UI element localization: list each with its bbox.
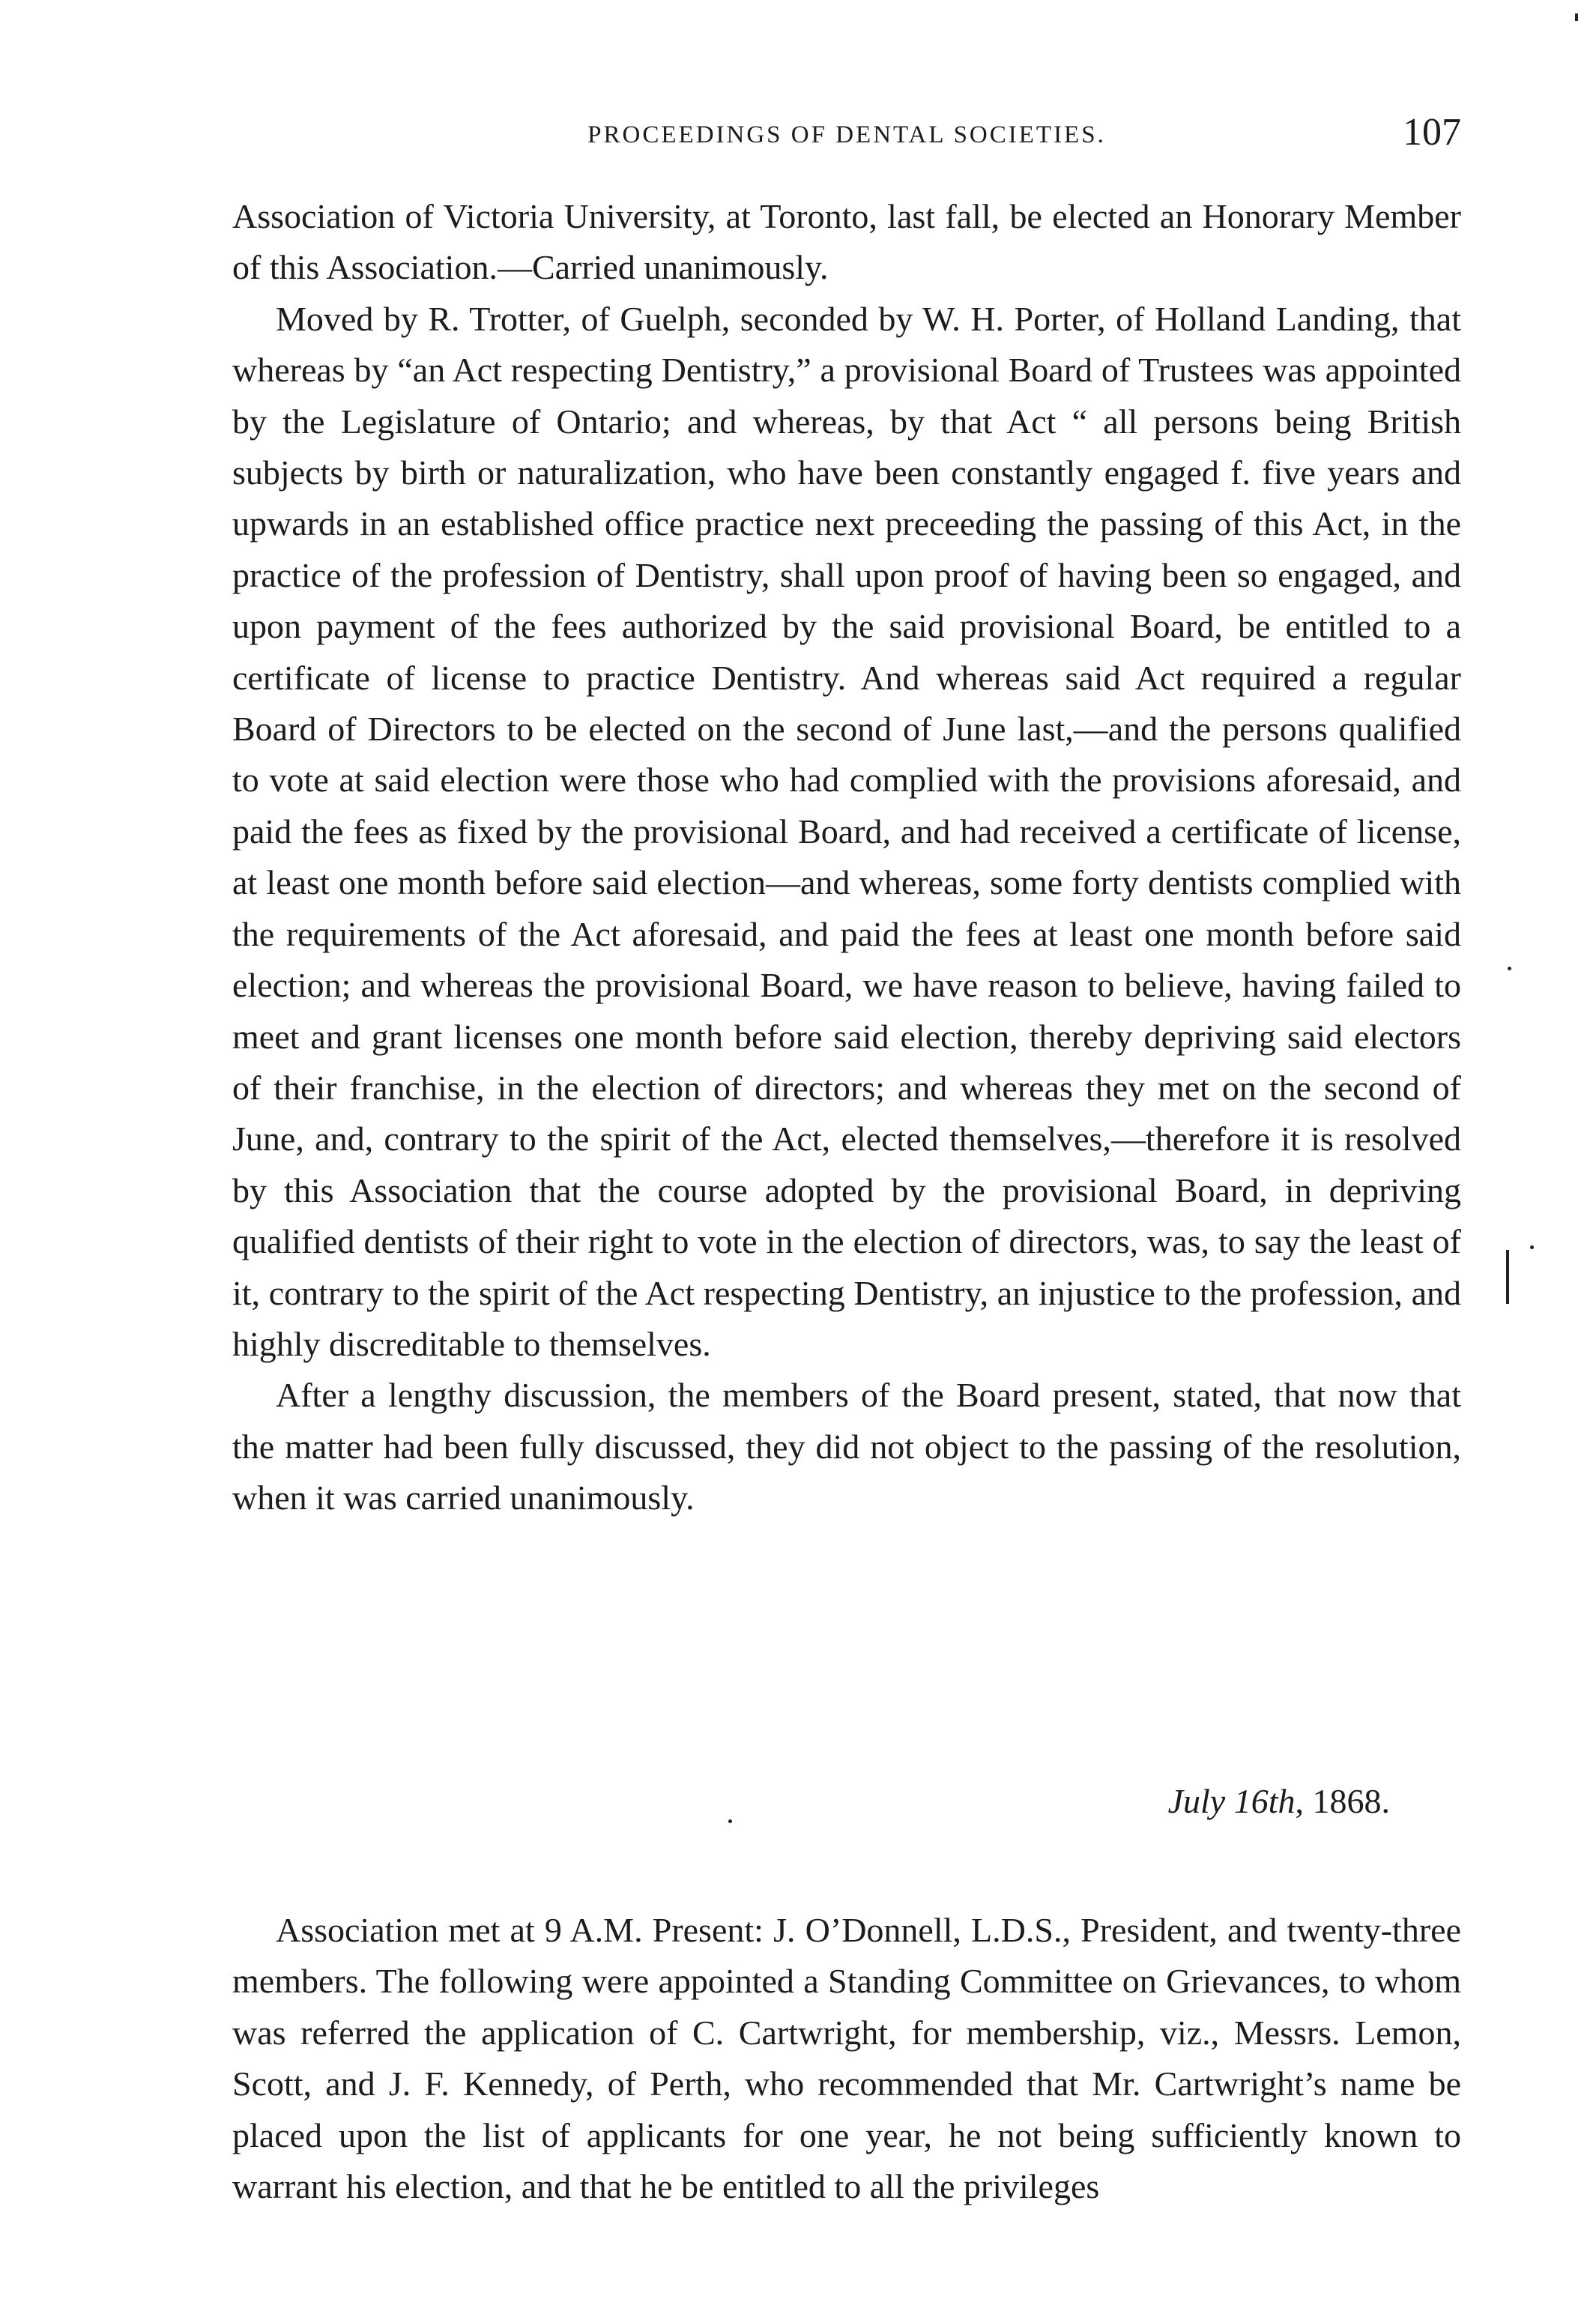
page-number: 107 [1403, 111, 1461, 154]
margin-dot [728, 1819, 732, 1823]
paragraph-meeting: Association met at 9 A.M. Present: J. O’Donnell, L.D.S., President, and twenty-three members. The following were appointed a Standing Committee on Grievances, to whom was referred the application of C. Cartwright, for membership, viz., Messrs. Lemon, Scott, and J. F. Kennedy, of Perth, who recommended that Mr. Cartwright’s name be placed upon the list of applicants for one year, he not being sufficiently known to warrant his election, and that he be entitled to all the privileges [232, 1911, 1461, 2206]
date-suffix: th [1268, 1782, 1296, 1820]
section-text [232, 1905, 1461, 2212]
paragraph-continued: Association of Victoria University, at Toronto, last fall, be elected an Honorary Member of this Association.—Carried unanimously. [232, 197, 1461, 287]
margin-dot [1575, 13, 1578, 21]
margin-dot [1508, 967, 1511, 970]
running-head: PROCEEDINGS OF DENTAL SOCIETIES. [587, 121, 1106, 148]
date-year: , 1868. [1295, 1782, 1390, 1820]
date-month: July 16 [1167, 1782, 1269, 1820]
page-header [232, 112, 1461, 172]
main-text [232, 191, 1461, 1524]
paragraph-resolution: Moved by R. Trotter, of Guelph, seconded by W. H. Porter, of Holland Landing, that whereas by “an Act respecting Dentistry,” a provisional Board of Trustees was appointed by the Legislature of Ontario; and whereas, by that Act “ all persons being British subjects by birth or naturalization, who have been constantly engaged f. five years and upwards in an established office practice next preceeding the passing of this Act, in the practice of the profession of Dentistry, shall upon proof of having been so engaged, and upon payment of the fees authorized by the said provisional Board, be entitled to a certificate of license to practice Dentistry. And whereas said Act required a regular Board of Directors to be elected on the second of June last,—and the persons qualified to vote at said election were those who had complied with the provisions aforesaid, and paid the fees as fixed by the provisional Board, and had received a certificate of license, at least one month before said election—and whereas, some forty dentists complied with the requirements of the Act aforesaid, and paid the fees at least one month before said election; and whereas the provisional Board, we have reason to believe, having failed to meet and grant licenses one month before said election, thereby depriving said electors of their franchise, in the election of directors; and whereas they met on the second of June, and, contrary to the spirit of the Act, elected themselves,—therefore it is resolved by this Association that the course adopted by the provisional Board, in depriving qualified dentists of their right to vote in the election of directors, was, to say the least of it, contrary to the spirit of the Act respecting Dentistry, an injustice to the profession, and highly discreditable to themselves. [232, 299, 1461, 1363]
dateline [232, 1776, 1390, 1827]
margin-mark [1506, 1250, 1509, 1304]
paragraph-discussion: After a lengthy discussion, the members of the Board present, stated, that now that the matter had been fully discussed, they did not object to the passing of the resolution, when it was carried unanimously. [232, 1376, 1461, 1517]
margin-dot [1530, 1245, 1534, 1249]
